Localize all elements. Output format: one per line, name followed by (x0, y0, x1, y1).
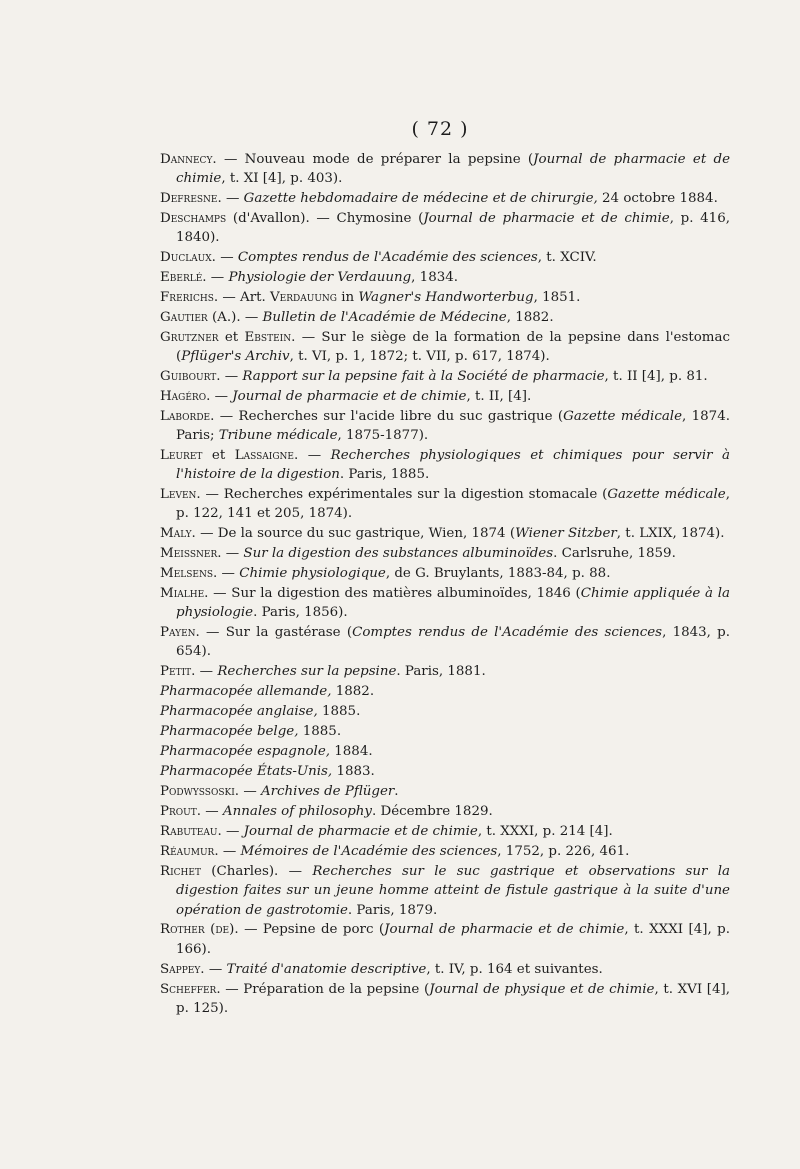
entry-title: Pharmacopée États-Unis, (160, 764, 333, 780)
bibliography-entry (160, 268, 730, 287)
entry-text: , t. XI [4], p. 403). (221, 171, 343, 187)
entry-text: . Carlsruhe, 1859. (553, 546, 676, 562)
bibliography-entry (160, 248, 730, 267)
bibliography-entry (160, 150, 730, 188)
bibliography-entry (160, 662, 730, 681)
entry-coauthor: Lassaigne. (234, 448, 299, 464)
entry-author: Duclaux. (160, 250, 216, 266)
entry-text: — (195, 664, 218, 680)
entry-text: , de G. Bruylants, 1883-84, p. 88. (385, 566, 611, 582)
entry-text: , 1752, p. 226, 461. (497, 844, 630, 860)
entry-text: — Recherches sur l'acide libre du suc gastrique ( (214, 409, 564, 425)
entry-title: Rapport sur la pepsine fait à la Société de pharmacie (242, 369, 605, 385)
entry-text: . Paris, 1879. (347, 902, 438, 918)
entry-title: Chimie physiologique (239, 566, 386, 582)
entry-text: 1884. (330, 744, 373, 760)
entry-text: — (221, 546, 244, 562)
entry-text: 1885. (317, 704, 361, 720)
entry-author: Leven. (160, 487, 201, 503)
entry-text: . Paris, 1885. (339, 467, 430, 483)
entry-title: Journal de pharmacie et de chimie (423, 211, 670, 227)
entry-text: — (210, 389, 233, 405)
entry-title: Pflüger's Archiv (181, 349, 290, 365)
entry-text: 1885. (298, 724, 342, 740)
bibliography-entry (160, 407, 730, 445)
entry-title: Pharmacopée espagnole, (160, 744, 331, 760)
entry-title: Pharmacopée allemande, (160, 684, 332, 700)
bibliography-entry (160, 822, 730, 841)
entry-title: Pharmacopée anglaise, (160, 704, 318, 720)
bibliography-entry (160, 564, 730, 583)
entry-title: Wiener Sitzber (515, 526, 617, 542)
entry-author: Laborde. (160, 409, 215, 425)
entry-title: Physiologie der Verdauung (228, 270, 412, 286)
entry-text: 1883. (332, 764, 375, 780)
entry-author: Guibourt. (160, 369, 221, 385)
entry-title: Mémoires de l'Académie des sciences (240, 844, 498, 860)
entry-author: Prout. (160, 804, 202, 820)
entry-title: Chimie appliquée à la physiologie (176, 586, 730, 621)
entry-title: Recherches sur la pepsine (217, 664, 397, 680)
entry-text: . Paris, 1881. (396, 664, 486, 680)
bibliography-entry (160, 682, 730, 701)
entry-title: Comptes rendus de l'Académie des sciences (237, 250, 538, 266)
entry-author: Deschamps (160, 211, 227, 227)
entry-author: Dannecy. (160, 152, 217, 167)
entry-text: (A.). — (207, 310, 263, 326)
bibliography-entry (160, 524, 730, 543)
entry-author: Gautier (160, 310, 208, 326)
bibliography-entry (160, 485, 730, 523)
entry-text: — (206, 270, 229, 286)
entry-author: Hagéro. (160, 389, 211, 405)
entry-text: , 1843, p. 654). (176, 625, 731, 660)
bibliography-entry (160, 920, 730, 958)
entry-text: et (218, 330, 245, 346)
entry-text: . (394, 784, 399, 800)
entry-text: — Sur le siège de la formation de la pepsine dans l'estomac ( (176, 330, 730, 365)
entry-author: Rother (de). (160, 922, 239, 938)
entry-author: Rabuteau. (160, 824, 222, 840)
entry-title: Sur la digestion des substances albuminoïdes (243, 546, 554, 562)
entry-text: , 1882. (506, 310, 554, 326)
entry-author: Petit. (160, 664, 196, 680)
entry-text: — (201, 804, 223, 820)
entry-author: Leuret (160, 448, 203, 464)
entry-text: , t. XXXI, p. 214 [4]. (477, 824, 613, 840)
entry-title: Wagner's Handworterbug (358, 290, 534, 306)
entry-author: Payen. (160, 625, 200, 641)
entry-title: Journal de pharmacie et de chimie (232, 389, 467, 405)
entry-text: — (221, 824, 244, 840)
entry-title: Journal de physique et de chimie (429, 981, 655, 997)
bibliography-entry (160, 862, 730, 919)
bibliography-entry (160, 189, 730, 208)
entry-text: , p. 122, 141 et 205, 1874). (176, 487, 730, 522)
bibliography-entry (160, 842, 730, 861)
bibliography-entry (160, 209, 730, 247)
entry-text: , 1834. (411, 270, 459, 286)
entry-text: — Sur la gastérase ( (199, 625, 353, 641)
bibliography-entry (160, 782, 730, 801)
entry-text: — (218, 844, 241, 860)
bibliography-entry (160, 623, 730, 661)
entry-title: Gazette hebdomadaire de médecine et de chirurgie, (243, 191, 598, 207)
entry-text: , t. LXIX, 1874). (616, 526, 725, 542)
entry-author: Grutzner (160, 330, 219, 346)
bibliography-entry (160, 544, 730, 563)
bibliography-entry (160, 584, 730, 622)
entry-title: Journal de pharmacie et de chimie (384, 922, 625, 938)
entry-text: — Art. (218, 290, 271, 306)
entry-author: Sappey. (160, 961, 205, 977)
entry-title: Traité d'anatomie descriptive (226, 961, 427, 977)
entry-text: — (217, 566, 240, 582)
entry-text: , t. XCIV. (537, 250, 597, 266)
entry-text: , t. VI, p. 1, 1872; t. VII, p. 617, 1874). (289, 349, 550, 365)
entry-text: — Sur la digestion des matières albuminoïdes, 1846 ( (208, 586, 581, 602)
entry-text: — (298, 448, 331, 464)
entry-text: — (239, 784, 261, 800)
entry-text: — (215, 250, 238, 266)
entry-title: Tribune médicale (218, 428, 338, 444)
entry-title: Recherches physiologiques et chimiques pour servir à l'histoire de la digestion (176, 448, 731, 483)
entry-text: , t. II [4], p. 81. (604, 369, 708, 385)
entry-text: — (221, 191, 244, 207)
entry-author: Defresne. (160, 191, 222, 207)
bibliography-entry (160, 446, 730, 484)
bibliography-entry (160, 387, 730, 406)
entry-text: , 1874. Paris; (176, 409, 730, 444)
entry-text: — (204, 961, 227, 977)
entry-text: , t. XXXI [4], p. 166). (176, 922, 730, 957)
entry-text: — Pepsine de porc ( (238, 922, 385, 938)
bibliography-entry (160, 802, 730, 821)
entry-author: Richet (160, 864, 201, 880)
bibliography-entry (160, 762, 730, 781)
entry-text: . Décembre 1829. (371, 804, 493, 820)
page-number: ( 72 ) (411, 118, 469, 140)
entry-title: Journal de pharmacie et de chimie (176, 152, 731, 187)
entry-text: (d'Avallon). — Chymosine ( (226, 211, 424, 227)
entry-author: Frerichs. (160, 290, 219, 306)
entry-title: Annales of philosophy (222, 804, 372, 820)
entry-text: in (336, 290, 359, 306)
bibliography-entry (160, 960, 730, 979)
entry-author: Réaumur. (160, 844, 219, 860)
entry-text: — De la source du suc gastrique, Wien, 1874 ( (195, 526, 516, 542)
bibliography-entry (160, 722, 730, 741)
entry-author: Eberlé. (160, 270, 207, 286)
entry-title: Archives de Pflüger (260, 784, 395, 800)
entry-author: Maly. (160, 526, 196, 542)
bibliography-entry (160, 980, 730, 1018)
entry-author: Mialhe. (160, 586, 209, 602)
bibliography-entry (160, 702, 730, 721)
entry-text: , t. XVI [4], p. 125). (176, 981, 730, 1016)
entry-text: , p. 416, 1840). (176, 211, 730, 246)
entry-title: Gazette médicale (563, 409, 683, 425)
bibliography-list (160, 150, 730, 1019)
entry-text: , t. II, [4]. (466, 389, 532, 405)
entry-text: — Préparation de la pepsine ( (220, 981, 430, 997)
entry-text: — Nouveau mode de préparer la pepsine ( (216, 152, 534, 167)
entry-title: Bulletin de l'Académie de Médecine (262, 310, 507, 326)
entry-author: Melsens. (160, 566, 218, 582)
entry-text: . Paris, 1856). (253, 605, 348, 621)
entry-text: , t. IV, p. 164 et suivantes. (426, 961, 603, 977)
entry-text: 1882. (331, 684, 375, 700)
entry-text: , 1851. (533, 290, 581, 306)
entry-text: (Charles). — (200, 864, 313, 880)
entry-text: 24 octobre 1884. (597, 191, 718, 207)
bibliography-entry (160, 742, 730, 761)
entry-title: Journal de pharmacie et de chimie (243, 824, 478, 840)
entry-coauthor: Verdauung (270, 290, 337, 306)
entry-title: Gazette médicale (607, 487, 726, 503)
bibliography-entry (160, 328, 730, 366)
entry-text: , 1875-1877). (337, 428, 429, 444)
bibliography-entry (160, 367, 730, 386)
bibliography-entry (160, 308, 730, 327)
entry-coauthor: Ebstein. (244, 330, 296, 346)
entry-title: Comptes rendus de l'Académie des sciences (352, 625, 663, 641)
entry-author: Scheffer. (160, 981, 221, 997)
entry-title: Recherches sur le suc gastrique et observations sur la digestion faites sur un jeune homme atteint de fistule gastrique à la suite d'une opération de gastrotomie (176, 864, 730, 918)
entry-text: — (220, 369, 243, 385)
entry-title: Pharmacopée belge, (160, 724, 299, 740)
entry-text: et (202, 448, 235, 464)
entry-author: Meissner. (160, 546, 222, 562)
entry-text: — Recherches expérimentales sur la digestion stomacale ( (200, 487, 608, 503)
bibliography-entry (160, 288, 730, 307)
entry-author: Podwyssoski. (160, 784, 240, 800)
